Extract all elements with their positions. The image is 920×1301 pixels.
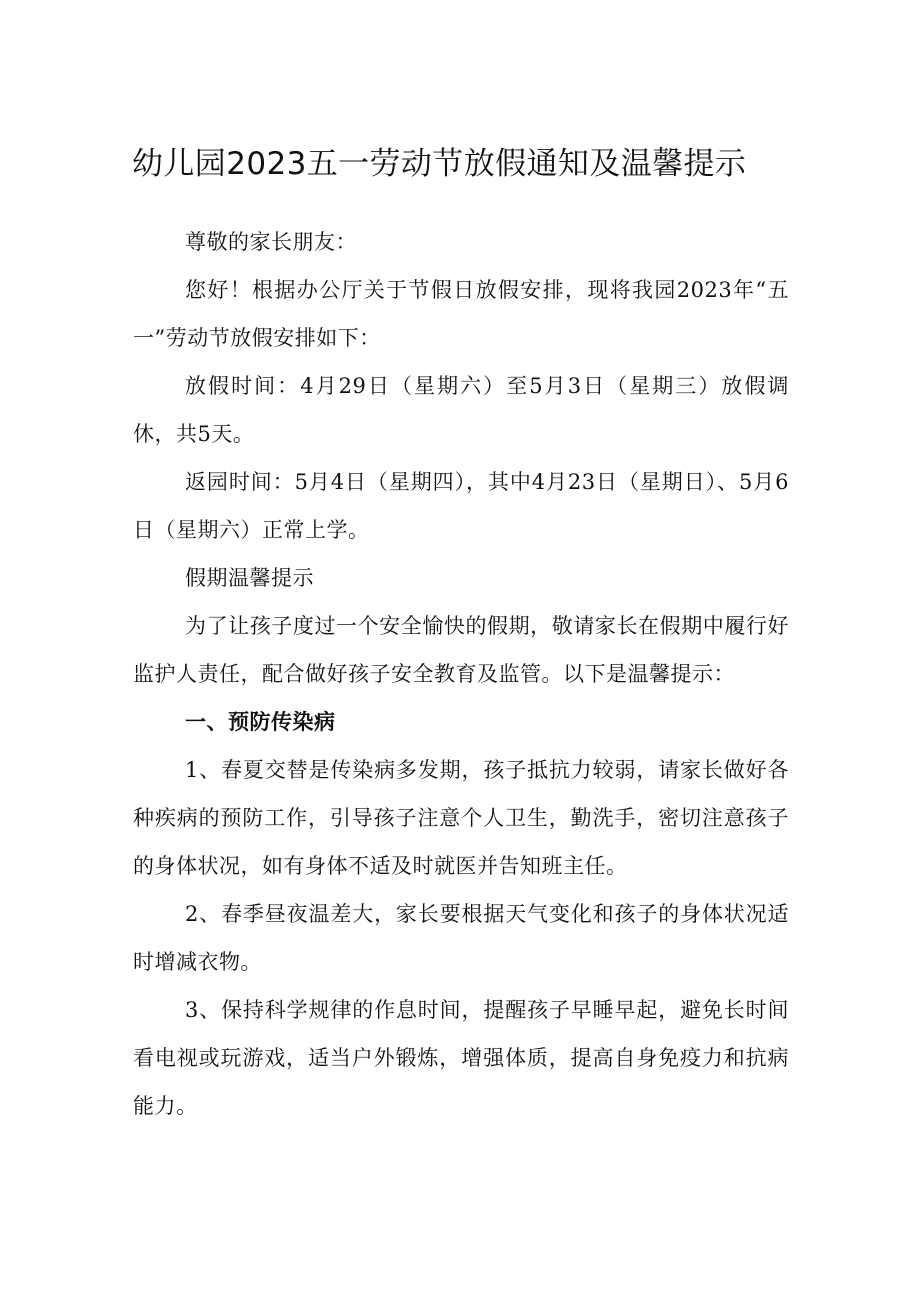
intro-paragraph: 您好！根据办公厅关于节假日放假安排，现将我园2023年“五一”劳动节放假安排如下： — [133, 278, 789, 350]
tips-intro-paragraph: 为了让孩子度过一个安全愉快的假期，敬请家长在假期中履行好监护人责任，配合做好孩子安全教育及监管。以下是温馨提示： — [133, 614, 789, 686]
holiday-time-paragraph: 放假时间：4月29日（星期六）至5月3日（星期三）放假调休，共5天。 — [133, 374, 789, 446]
document-title: 幼儿园2023五一劳动节放假通知及温馨提示 — [132, 146, 747, 182]
tips-heading: 假期温馨提示 — [185, 566, 314, 590]
list-item: 2、春季昼夜温差大，家长要根据天气变化和孩子的身体状况适时增减衣物。 — [133, 902, 789, 974]
salutation: 尊敬的家长朋友： — [185, 230, 357, 254]
list-item: 3、保持科学规律的作息时间，提醒孩子早睡早起，避免长时间看电视或玩游戏，适当户外锻炼，增强体质，提高自身免疫力和抗病能力。 — [133, 998, 789, 1118]
list-item: 1、春夏交替是传染病多发期，孩子抵抗力较弱，请家长做好各种疾病的预防工作，引导孩子注意个人卫生，勤洗手，密切注意孩子的身体状况，如有身体不适及时就医并告知班主任。 — [133, 758, 789, 878]
section-heading-prevent-disease: 一、预防传染病 — [185, 710, 336, 734]
return-time-paragraph: 返园时间：5月4日（星期四），其中4月23日（星期日）、5月6日（星期六）正常上学。 — [133, 470, 789, 542]
document-body — [133, 218, 789, 1130]
